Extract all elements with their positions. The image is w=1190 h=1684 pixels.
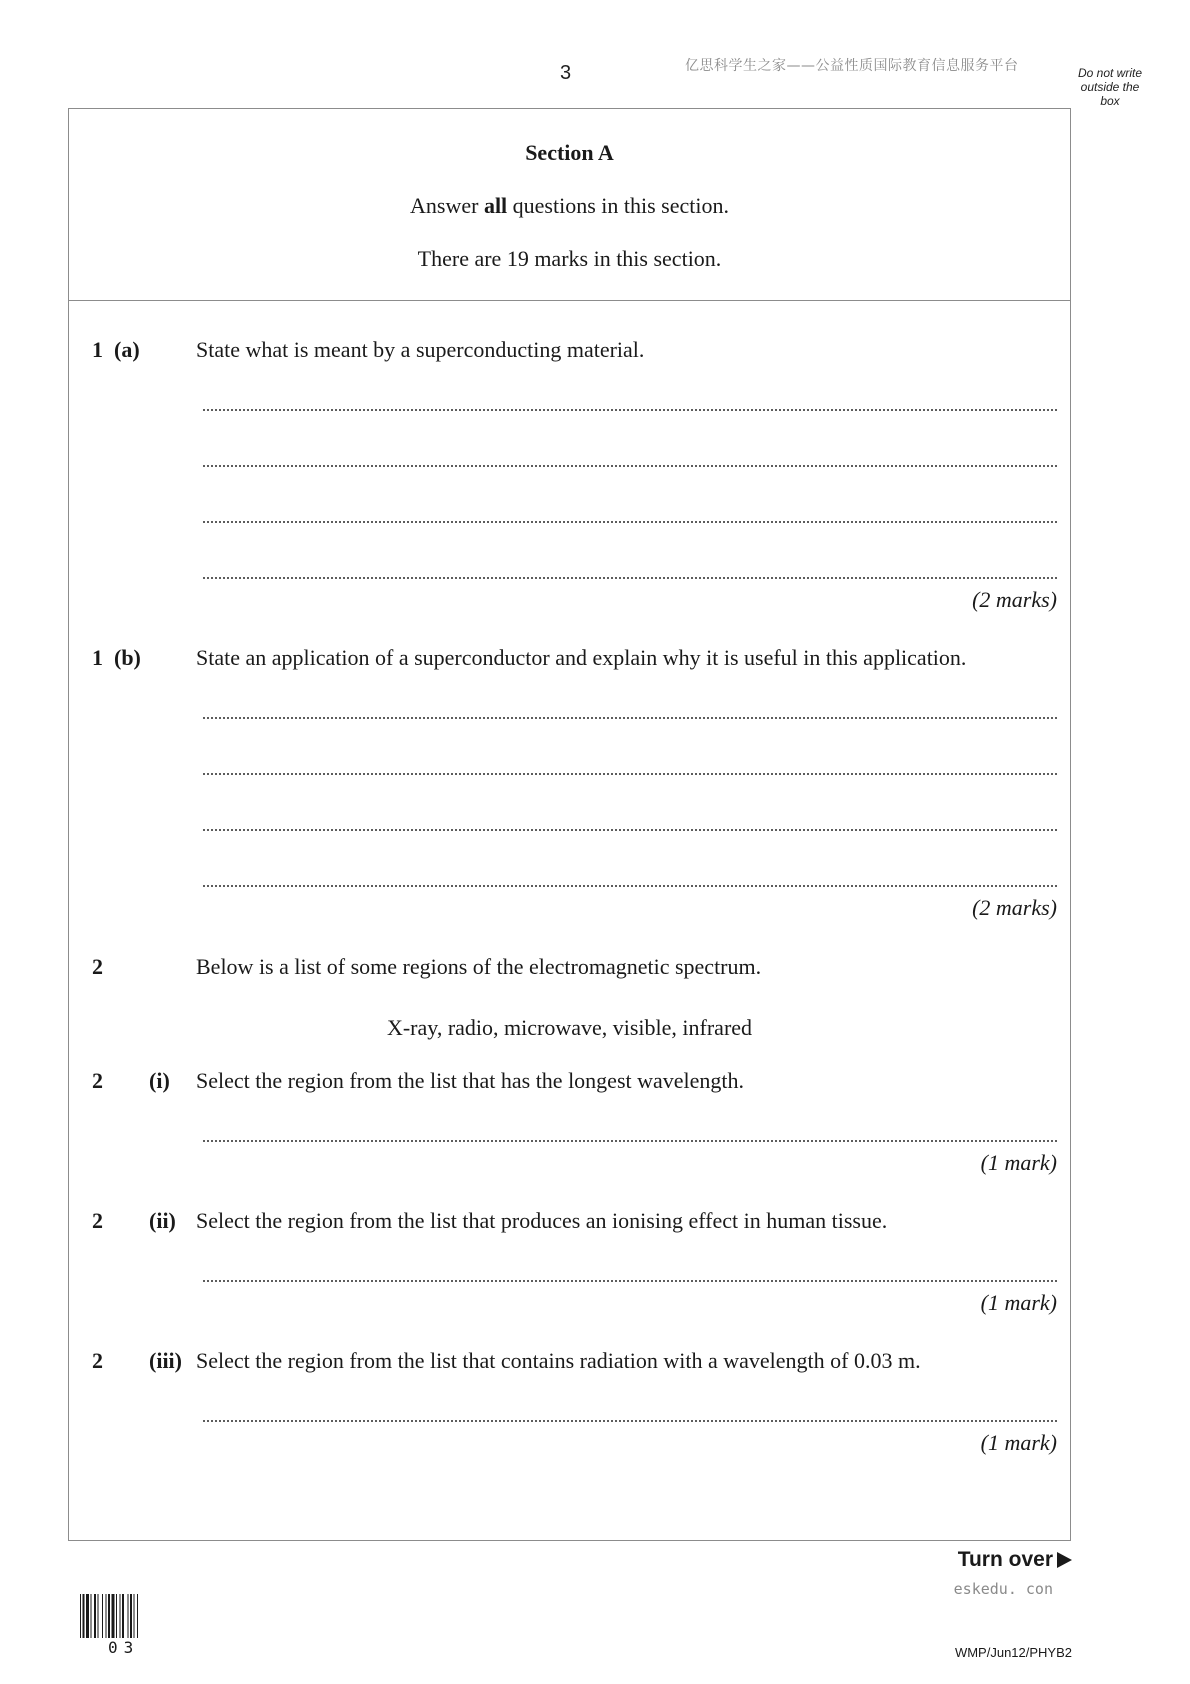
- question-number: 2: [92, 954, 103, 979]
- question-2iii-text: Select the region from the list that contains radiation with a wavelength of 0.03 m.: [196, 1348, 921, 1373]
- question-number: 1 (a): [92, 337, 140, 362]
- barcode-number: 03: [108, 1638, 140, 1657]
- margin-note: [1070, 66, 1150, 108]
- question-subpart: (ii): [149, 1208, 176, 1233]
- section-marks-note: There are 19 marks in this section.: [417, 246, 722, 271]
- answer-line[interactable]: [202, 409, 1057, 411]
- answer-line[interactable]: [202, 717, 1057, 719]
- question-number: 2: [92, 1068, 103, 1093]
- question-number: 2: [92, 1348, 103, 1373]
- answer-line[interactable]: [202, 521, 1057, 523]
- marks-label: (1 mark): [980, 1430, 1057, 1455]
- margin-note-line: outside the: [1080, 80, 1140, 94]
- site-label: eskedu. con: [953, 1580, 1053, 1598]
- question-1b-text: State an application of a superconductor and explain why it is useful in this application.: [196, 645, 967, 670]
- marks-label: (1 mark): [980, 1290, 1057, 1315]
- answer-line[interactable]: [202, 773, 1057, 775]
- section-instruction: Answer all questions in this section.: [410, 193, 729, 218]
- section-title: Section A: [525, 140, 614, 165]
- instruction-emphasis: all: [483, 193, 508, 218]
- answer-line[interactable]: [202, 1280, 1057, 1282]
- section-divider: [68, 300, 1071, 301]
- answer-line[interactable]: [202, 577, 1057, 579]
- question-subpart: (iii): [149, 1348, 182, 1373]
- spectrum-region-list: X-ray, radio, microwave, visible, infrared: [386, 1015, 753, 1040]
- margin-note-line: Do not write: [1077, 66, 1143, 80]
- right-triangle-icon: [1057, 1552, 1072, 1568]
- marks-label: (2 marks): [972, 895, 1057, 920]
- margin-note-line: box: [1100, 94, 1120, 108]
- question-1a-text: State what is meant by a superconducting material.: [196, 337, 645, 362]
- answer-line[interactable]: [202, 885, 1057, 887]
- marks-label: (2 marks): [972, 587, 1057, 612]
- paper-code: WMP/Jun12/PHYB2: [954, 1645, 1072, 1660]
- answer-line[interactable]: [202, 465, 1057, 467]
- question-number: 1 (b): [92, 645, 141, 670]
- question-number: 2: [92, 1208, 103, 1233]
- answer-line[interactable]: [202, 1140, 1057, 1142]
- marks-label: (1 mark): [980, 1150, 1057, 1175]
- watermark-text: 亿思科学生之家——公益性质国际教育信息服务平台: [685, 58, 1019, 74]
- barcode-icon: [80, 1594, 176, 1638]
- question-2ii-text: Select the region from the list that produces an ionising effect in human tissue.: [196, 1208, 888, 1233]
- question-subpart: (i): [149, 1068, 170, 1093]
- page-number: 3: [560, 62, 572, 84]
- answer-line[interactable]: [202, 829, 1057, 831]
- turn-over-label: Turn over: [958, 1548, 1072, 1572]
- answer-line[interactable]: [202, 1420, 1057, 1422]
- answer-box-border: [68, 108, 1071, 1541]
- question-2i-text: Select the region from the list that has the longest wavelength.: [196, 1068, 745, 1093]
- question-2-text: Below is a list of some regions of the electromagnetic spectrum.: [196, 954, 762, 979]
